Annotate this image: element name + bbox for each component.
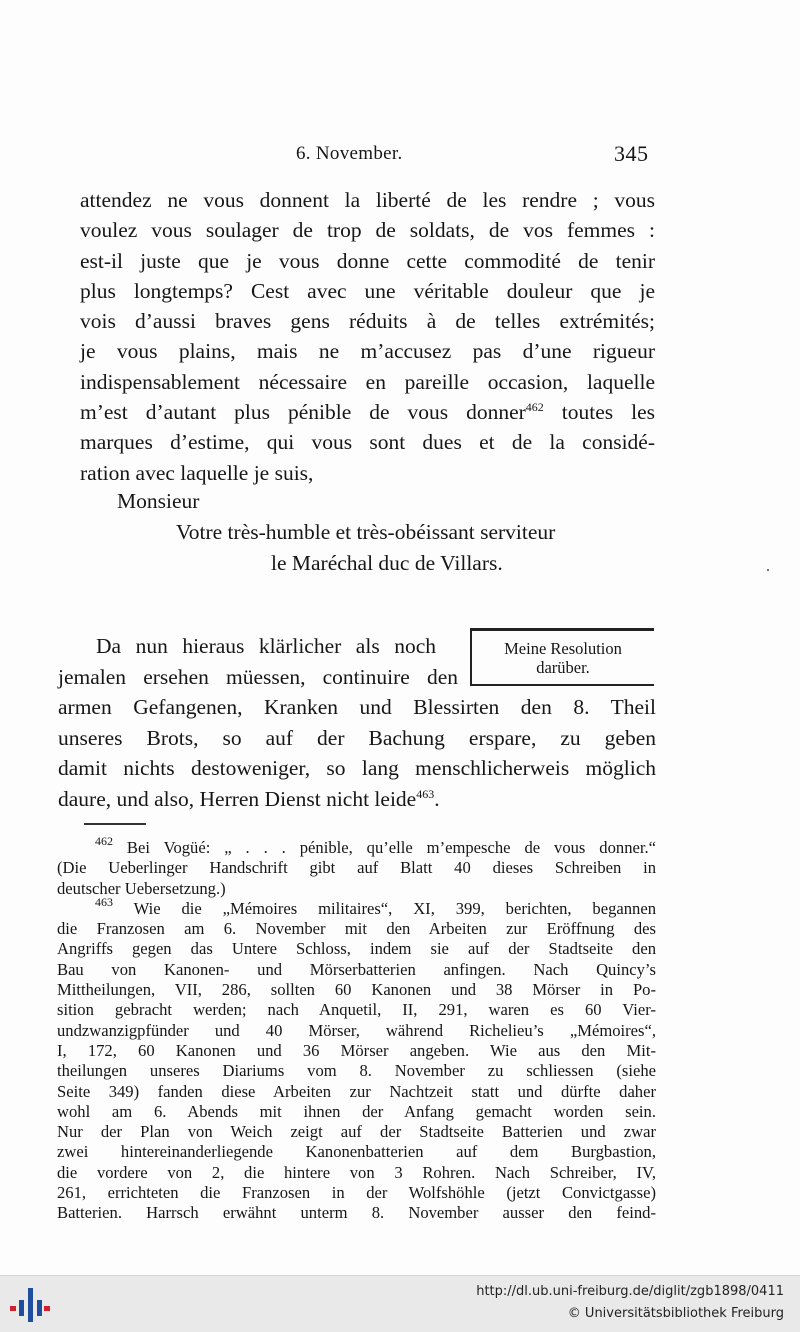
footnote-line: 261, errichteten die Franzosen in der Wolfshöhle (jetzt Convictgasse) [57, 1183, 656, 1203]
salutation: Monsieur [117, 489, 200, 513]
paragraph-line: armen Gefangenen, Kranken und Blessirten den 8. Theil [58, 695, 656, 720]
footnote-line: (Die Ueberlinger Handschrift gibt auf Blatt 40 dieses Schreiben in [57, 858, 656, 878]
footnote-line: I, 172, 60 Kanonen und 36 Mörser angeben. Wie aus den Mit- [57, 1040, 656, 1060]
paragraph-line: jemalen ersehen müessen, continuire den [58, 664, 458, 689]
letter-text [80, 185, 655, 488]
paragraph-line: damit nichts destoweniger, so lang menschlicherweis möglich [58, 756, 656, 781]
signature: le Maréchal duc de Villars. [271, 551, 503, 575]
letter-line: vois d’aussi braves gens réduits à de telles extrémités; [80, 309, 655, 334]
footnote-ref-462[interactable]: 462 [525, 400, 544, 415]
footnote-line: Mittheilungen, VII, 286, sollten 60 Kanonen und 38 Mörser in Po- [57, 980, 656, 1000]
letter-line: marques d’estime, qui vous sont dues et de la considé- [80, 430, 655, 455]
footnote-line: Nur der Plan von Weich zeigt auf der Stadtseite Batterien und zwar [57, 1122, 656, 1142]
footnote-line: undzwanzigpfünder und 40 Mörser, während Richelieu’s „Mémoires“, [57, 1020, 656, 1040]
permalink-url[interactable]: http://dl.ub.uni-freiburg.de/diglit/zgb1898/0411 [476, 1284, 784, 1299]
paragraph-line [58, 784, 656, 815]
copyright-notice: © Universitätsbibliothek Freiburg [567, 1306, 784, 1321]
paragraph-line: Da nun hieraus klärlicher als noch [96, 634, 436, 658]
footnote-line: theilungen unseres Diariums vom 8. November zu schliessen (siehe [57, 1061, 656, 1081]
footnote-line: Seite 349) fanden diese Arbeiten zur Nachtzeit statt und dürfte daher [57, 1081, 656, 1101]
letter-line: plus longtemps? Cest avec une véritable douleur que je [80, 278, 655, 303]
footnote-mark: 462 [95, 834, 113, 848]
scan-speck [767, 569, 769, 571]
letter-line-tail: toutes les [543, 400, 655, 425]
footnote-463 [57, 894, 656, 919]
letter-line: indispensablement nécessaire en pareille occasion, laquelle [80, 369, 655, 394]
letter-line: voulez vous soulager de trop de soldats, de vos femmes : [80, 218, 655, 243]
letter-line: est-il juste que je vous donne cette commodité de tenir [80, 248, 655, 273]
margin-note [470, 628, 654, 686]
margin-note-line: darüber. [536, 658, 590, 677]
footnote-mark: 463 [95, 894, 113, 909]
footnote-line: Bau von Kanonen- und Mörserbatterien anfingen. Nach Quincy’s [57, 959, 656, 979]
footnote-line: die vordere von 2, die hintere von 3 Rohren. Nach Schreiber, IV, [57, 1162, 656, 1182]
running-title: 6. November. [296, 143, 403, 164]
closing-formula: Votre très-humble et très-obéissant serviteur [176, 520, 556, 544]
footnote-line: die Franzosen am 6. November mit den Arbeiten zur Eröffnung des [57, 919, 656, 939]
paragraph-line-text: daure, und also, Herren Dienst nicht leide [58, 786, 417, 811]
footnote-line-text: Bei Vogüé: „ . . . pénible, qu’elle m’empesche de vous donner.“ [113, 838, 656, 857]
footnote-ref-463[interactable]: 463 [416, 786, 435, 801]
paragraph-end: . [434, 786, 440, 811]
footnote-line: Batterien. Harrsch erwähnt unterm 8. November ausser den feind- [57, 1203, 656, 1223]
letter-line: je vous plains, mais ne m’accusez pas d’une rigueur [80, 339, 655, 364]
letter-line: attendez ne vous donnent la liberté de les rendre ; vous [80, 188, 655, 212]
footnote-line: sition gebracht werden; nach Anquetil, II, 291, waren es 60 Vier- [57, 1000, 656, 1020]
running-head [0, 143, 800, 169]
footnote-rule [84, 823, 146, 825]
letter-line [80, 397, 655, 427]
page-number: 345 [614, 141, 649, 166]
library-logo-icon[interactable] [10, 1286, 50, 1324]
footnote-line: wohl am 6. Abends mit ihnen der Anfang gemacht worden sein. [57, 1101, 656, 1121]
letter-line-text: m’est d’autant plus pénible de vous donner [80, 400, 526, 425]
footnote-462 [57, 834, 656, 858]
footnote-line: deutscher Uebersetzung.) [57, 878, 226, 898]
paragraph-line: unseres Brots, so auf der Bachung erspare, zu geben [58, 725, 656, 750]
footnote-line-text: Wie die „Mémoires militaires“, XI, 399, berichten, begannen [113, 898, 656, 918]
viewer-footer [0, 1275, 800, 1332]
letter-line: ration avec laquelle je suis, [80, 460, 314, 485]
footnote-line: zwei hintereinanderliegende Kanonenbatterien auf dem Burgbastion, [57, 1142, 656, 1162]
footnote-line: Angriffs gegen das Untere Schloss, indem sie auf der Stadtseite den [57, 939, 656, 959]
footnotes [57, 834, 656, 1224]
margin-note-line: Meine Resolution [504, 639, 622, 658]
